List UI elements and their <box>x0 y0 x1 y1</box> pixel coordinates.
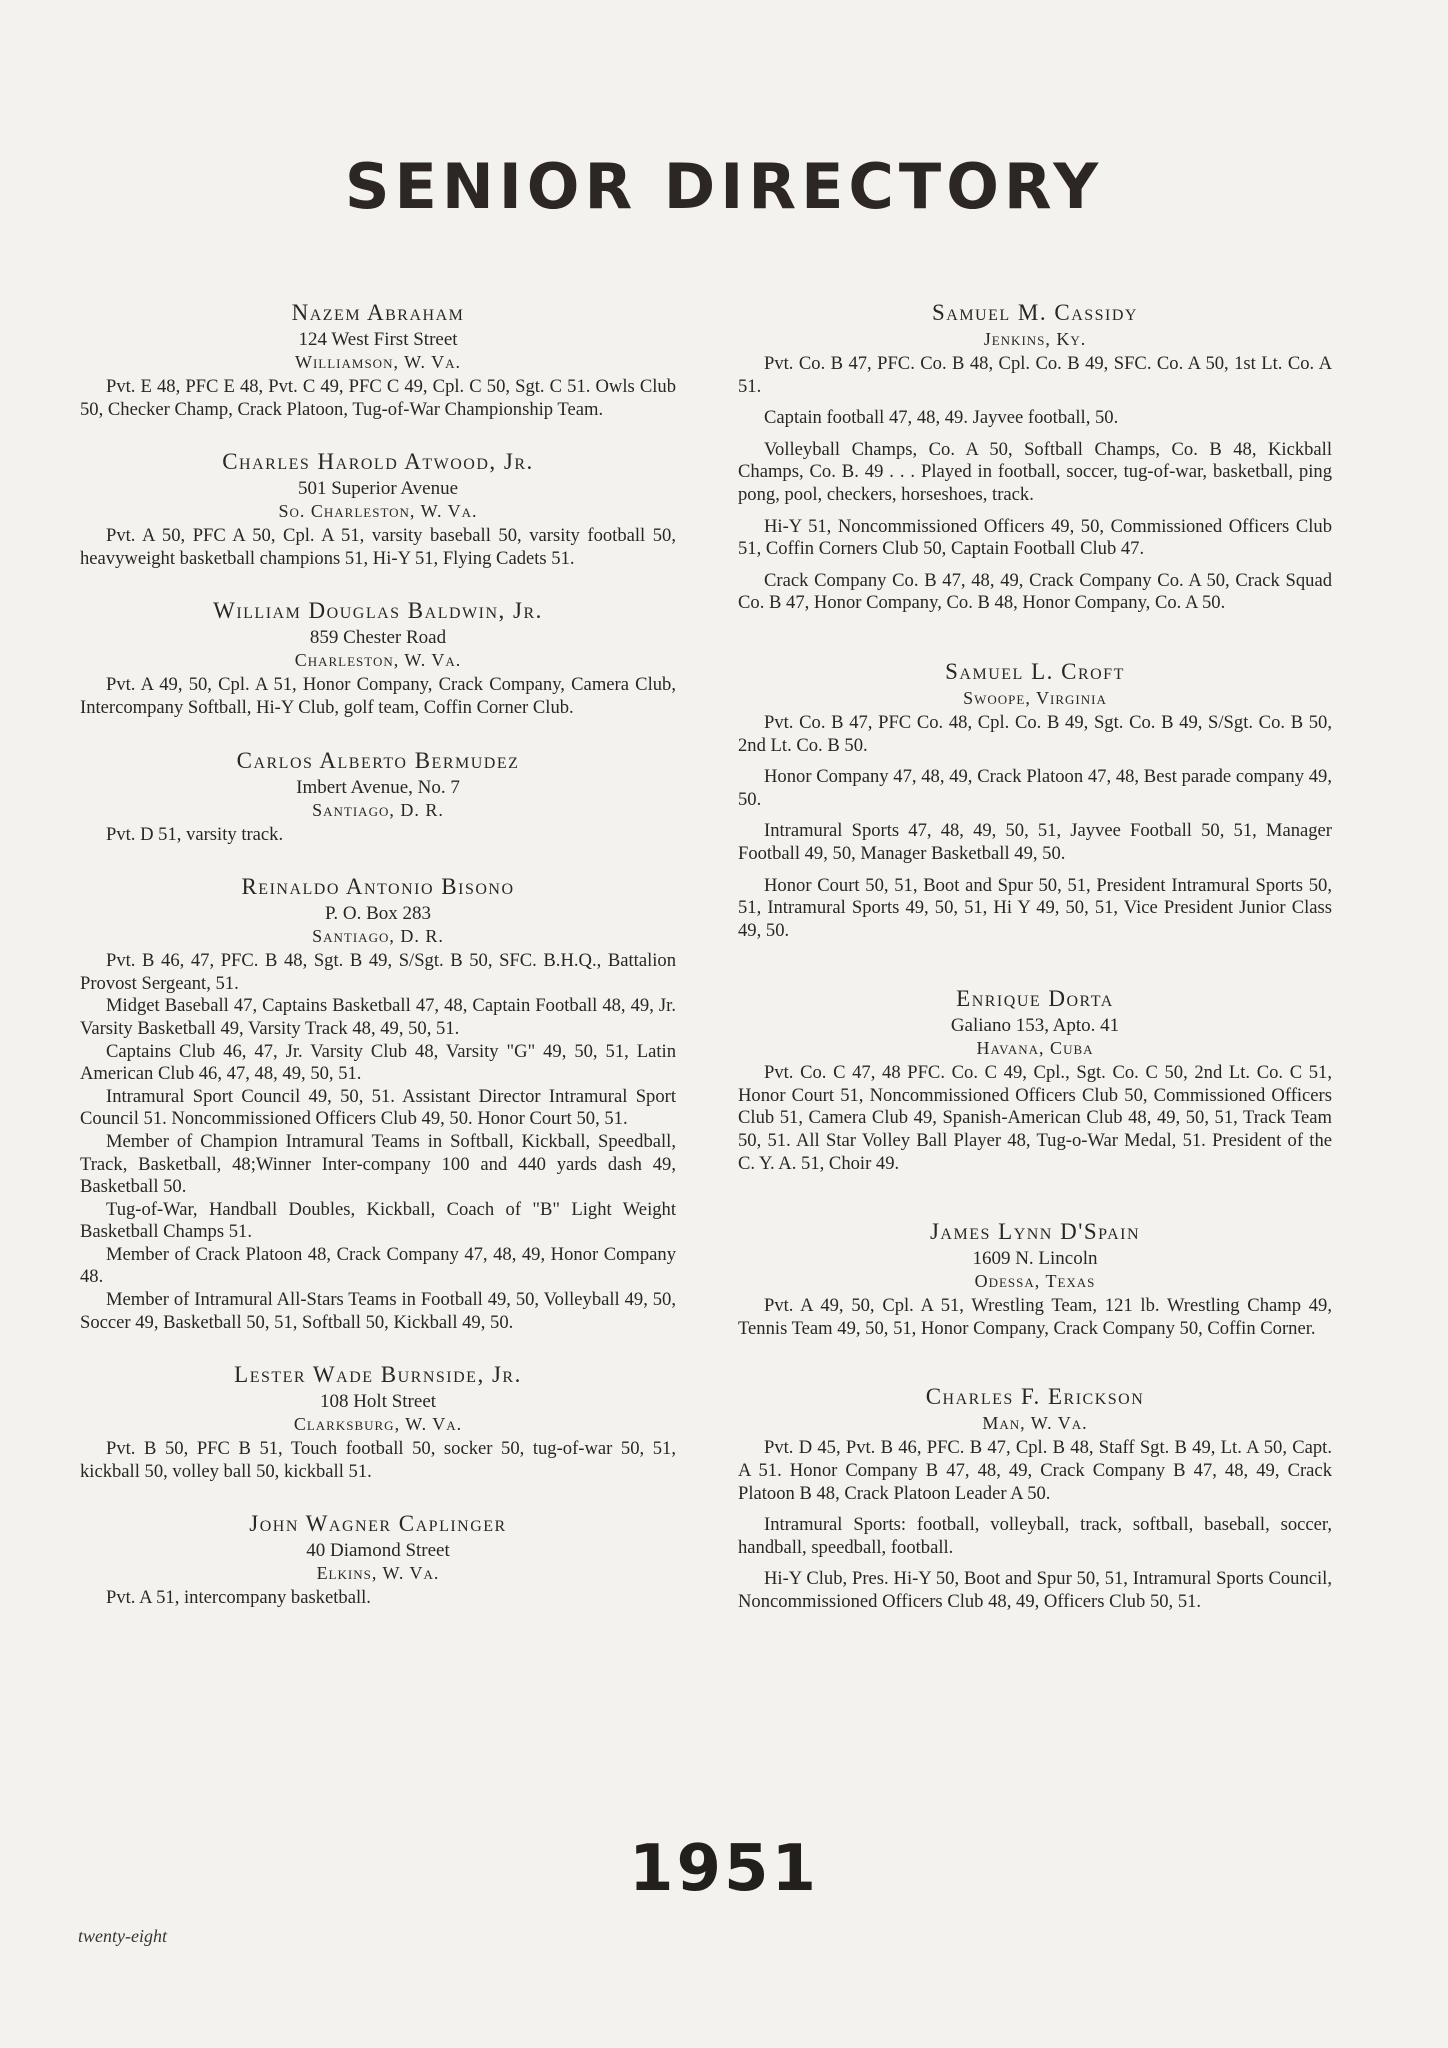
page-number: twenty-eight <box>78 1926 167 1946</box>
student-name: Lester Wade Burnside, Jr. <box>234 1362 522 1388</box>
city-state: Clarksburg, W. Va. <box>293 1414 463 1435</box>
page-title: SENIOR DIRECTORY <box>344 150 1104 223</box>
year-heading: 1951 <box>628 1832 820 1906</box>
city-state: Charleston, W. Va. <box>294 650 462 671</box>
city-state: Elkins, W. Va. <box>316 1563 440 1584</box>
street-address: 1609 N. Lincoln <box>972 1248 1098 1270</box>
city-state: Man, W. Va. <box>982 1413 1088 1434</box>
directory-entry <box>738 657 1332 942</box>
activity-paragraph: Pvt. E 48, PFC E 48, Pvt. C 49, PFC C 49, Cpl. C 50, Sgt. C 51. Owls Club 50, Checker Champ, Crack Platoon, Tug-of-War Championship Team. <box>80 376 676 420</box>
directory-entry <box>80 596 676 719</box>
directory-entry <box>80 447 676 570</box>
activity-paragraph: Pvt. D 45, Pvt. B 46, PFC. B 47, Cpl. B 48, Staff Sgt. B 49, Lt. A 50, Capt. A 51. Honor Company B 47, 48, 49, Crack Company B 47, 48, 49, Crack Platoon B 48, Crack Platoon Leader A 50. <box>738 1437 1332 1504</box>
city-state: Swoope, Virginia <box>963 687 1107 708</box>
activity-paragraph: Intramural Sports 47, 48, 49, 50, 51, Jayvee Football 50, 51, Manager Football 49, 50, Manager Basketball 49, 50. <box>738 820 1332 864</box>
city-state: Santiago, D. R. <box>312 799 444 820</box>
activity-paragraph: Pvt. B 50, PFC B 51, Touch football 50, socker 50, tug-of-war 50, 51, kickball 50, volley ball 50, kickball 51. <box>80 1438 676 1482</box>
activity-paragraph: Pvt. A 49, 50, Cpl. A 51, Wrestling Team, 121 lb. Wrestling Champ 49, Tennis Team 49, 50, 51, Honor Company, Crack Company 50, Coffin Corner. <box>738 1295 1332 1339</box>
student-name: Reinaldo Antonio Bisono <box>241 874 515 900</box>
activity-paragraph: Hi-Y Club, Pres. Hi-Y 50, Boot and Spur 50, 51, Intramural Sports Council, Noncommissioned Officers Club 48, 49, Officers Club 50, 51. <box>738 1568 1332 1612</box>
activity-paragraph: Intramural Sports: football, volleyball, track, softball, baseball, soccer, handball, speedball, football. <box>738 1514 1332 1558</box>
activity-paragraph: Pvt. Co. B 47, PFC. Co. B 48, Cpl. Co. B 49, SFC. Co. A 50, 1st Lt. Co. A 51. <box>738 353 1332 397</box>
activity-paragraph: Honor Company 47, 48, 49, Crack Platoon 47, 48, Best parade company 49, 50. <box>738 766 1332 810</box>
directory-entry <box>80 298 676 421</box>
city-state: Santiago, D. R. <box>312 926 444 947</box>
city-state: Williamson, W. Va. <box>294 352 462 372</box>
student-name: Charles Harold Atwood, Jr. <box>222 449 534 475</box>
directory-entry <box>738 298 1332 615</box>
activity-paragraph: Midget Baseball 47, Captains Basketball 47, 48, Captain Football 48, 49, Jr. Varsity Basketball 49, Varsity Track 48, 49, 50, 51. <box>80 995 676 1039</box>
city-state: So. Charleston, W. Va. <box>278 501 478 522</box>
directory-entry <box>80 1509 676 1610</box>
student-name: Charles F. Erickson <box>925 1384 1145 1410</box>
student-name: James Lynn D'Spain <box>929 1219 1141 1245</box>
student-name: Samuel M. Cassidy <box>931 300 1138 325</box>
activity-paragraph: Tug-of-War, Handball Doubles, Kickball, Coach of "B" Light Weight Basketball Champs 51. <box>80 1198 676 1243</box>
student-name: Enrique Dorta <box>956 986 1114 1012</box>
directory-entry <box>80 1360 676 1483</box>
street-address: 501 Superior Avenue <box>297 478 459 500</box>
activity-paragraph: Pvt. D 51, varsity track. <box>106 823 284 845</box>
student-name: William Douglas Baldwin, Jr. <box>213 598 543 624</box>
activity-paragraph: Volleyball Champs, Co. A 50, Softball Champs, Co. B 48, Kickball Champs, Co. B. 49 . . . Played in football, soccer, tug-of-war, basketball, ping pong, pool, checkers, horseshoes, track. <box>738 438 1332 505</box>
activity-paragraph: Intramural Sport Council 49, 50, 51. Assistant Director Intramural Sport Council 51. Noncommissioned Officers Club 49, 50. Honor Court 50, 51. <box>80 1085 676 1130</box>
left-column <box>80 298 676 1636</box>
street-address: 124 West First Street <box>298 329 458 350</box>
street-address: 108 Holt Street <box>319 1391 437 1413</box>
city-state: Odessa, Texas <box>974 1271 1096 1292</box>
activity-paragraph: Pvt. A 50, PFC A 50, Cpl. A 51, varsity baseball 50, varsity football 50, heavyweight basketball champions 51, Hi-Y 51, Flying Cadets 51. <box>80 525 676 569</box>
street-address: Galiano 153, Apto. 41 <box>950 1015 1120 1037</box>
directory-entry <box>738 1382 1332 1613</box>
activity-paragraph: Hi-Y 51, Noncommissioned Officers 49, 50, Commissioned Officers Club 51, Coffin Corners Club 50, Captain Football Club 47. <box>738 515 1332 560</box>
street-address: 859 Chester Road <box>309 627 447 649</box>
directory-entry <box>80 872 676 1334</box>
student-name: Carlos Alberto Bermudez <box>236 747 520 773</box>
street-address: P. O. Box 283 <box>324 903 432 925</box>
activity-paragraph: Pvt. B 46, 47, PFC. B 48, Sgt. B 49, S/Sgt. B 50, SFC. B.H.Q., Battalion Provost Sergeant, 51. <box>80 950 676 994</box>
city-state: Havana, Cuba <box>976 1038 1094 1059</box>
right-column <box>738 298 1332 1656</box>
activity-paragraph: Captain football 47, 48, 49. Jayvee football, 50. <box>764 407 1119 429</box>
activity-paragraph: Crack Company Co. B 47, 48, 49, Crack Company Co. A 50, Crack Squad Co. B 47, Honor Company, Co. B 48, Honor Company, Co. A 50. <box>738 569 1332 614</box>
activity-paragraph: Captains Club 46, 47, Jr. Varsity Club 48, Varsity "G" 49, 50, 51, Latin American Club 46, 47, 48, 49, 50, 51. <box>80 1040 676 1085</box>
activity-paragraph: Member of Intramural All-Stars Teams in Football 49, 50, Volleyball 49, 50, Soccer 49, Basketball 50, 51, Softball 50, Kickball 49, 50. <box>80 1289 676 1333</box>
activity-paragraph: Pvt. Co. C 47, 48 PFC. Co. C 49, Cpl., Sgt. Co. C 50, 2nd Lt. Co. C 51, Honor Court 51, Noncommissioned Officers Club 50, Commissioned Officers Club 51, Camera Club 49, Spanish-American Club 48, 49, 50, 51, Track Team 50, 51. All Star Volley Ball Player 48, Tug-o-War Medal, 51. President of the C. Y. A. 51, Choir 49. <box>738 1062 1332 1174</box>
student-name: John Wagner Caplinger <box>249 1511 507 1537</box>
student-name: Samuel L. Croft <box>945 658 1125 684</box>
street-address: Imbert Avenue, No. 7 <box>296 776 460 798</box>
city-state: Jenkins, Ky. <box>983 329 1087 349</box>
activity-paragraph: Member of Champion Intramural Teams in Softball, Kickball, Speedball, Track, Basketball, 48;Winner Inter-company 100 and 440 yards dash 49, Basketball 50. <box>80 1130 676 1198</box>
activity-paragraph: Pvt. Co. B 47, PFC Co. 48, Cpl. Co. B 49, Sgt. Co. B 49, S/Sgt. Co. B 50, 2nd Lt. Co. B 50. <box>738 711 1332 756</box>
activity-paragraph: Member of Crack Platoon 48, Crack Company 47, 48, 49, Honor Company 48. <box>80 1243 676 1288</box>
activity-paragraph: Honor Court 50, 51, Boot and Spur 50, 51, President Intramural Sports 50, 51, Intramural Sports 49, 50, 51, Hi Y 49, 50, 51, Vice President Junior Class 49, 50. <box>738 874 1332 941</box>
activity-paragraph: Pvt. A 51, intercompany basketball. <box>106 1587 371 1609</box>
student-name: Nazem Abraham <box>291 300 465 325</box>
directory-entry <box>738 984 1332 1175</box>
activity-paragraph: Pvt. A 49, 50, Cpl. A 51, Honor Company, Crack Company, Camera Club, Intercompany Softball, Hi-Y Club, golf team, Coffin Corner Club. <box>80 674 676 718</box>
street-address: 40 Diamond Street <box>306 1540 450 1562</box>
directory-entry <box>738 1217 1332 1340</box>
directory-entry <box>80 746 676 847</box>
